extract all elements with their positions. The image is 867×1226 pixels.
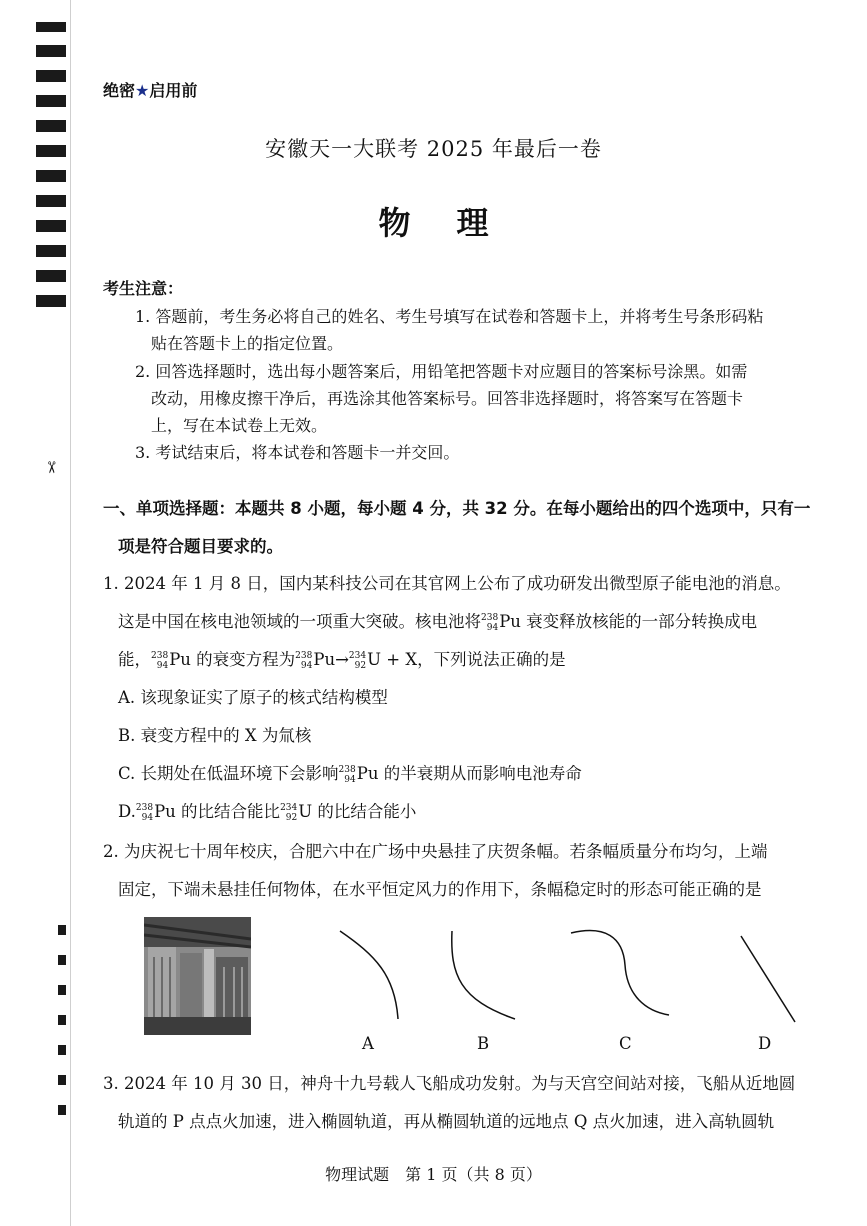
nuclide-u: 234 92 [280, 802, 298, 823]
binding-mark [36, 120, 66, 132]
binding-mark [36, 45, 66, 57]
banner-shape-d [735, 930, 805, 1030]
binding-mark [36, 245, 66, 257]
nuclide-pu: 238 94 [481, 612, 499, 633]
binding-mark [58, 1105, 66, 1115]
q3-stem-line: 轨道的 P 点点火加速，进入椭圆轨道，再从椭圆轨道的远地点 Q 点火加速，进入高轨圆轨 [118, 1112, 775, 1131]
notice-line: 1. 答题前，考生务必将自己的姓名、考生号填写在试卷和答题卡上，并将考生号条形码粘 [135, 307, 764, 326]
notice-heading: 考生注意： [103, 279, 184, 298]
binding-mark [36, 70, 66, 82]
q1-option-d-text: D. [118, 802, 136, 821]
option-label-c: C [619, 1034, 632, 1053]
q1-stem-line [118, 608, 757, 633]
banner-shape-c [565, 925, 675, 1025]
q1-text: 能， [118, 650, 151, 669]
q1-option-d-text: Pu 的比结合能比 [154, 802, 281, 821]
q3-stem-line: 3. 2024 年 10 月 30 日，神舟十九号载人飞船成功发射。为与天宫空间站对接，飞船从近地圆 [103, 1074, 796, 1093]
binding-mark [58, 985, 66, 995]
binding-mark [36, 95, 66, 107]
binding-mark [58, 1045, 66, 1055]
banner-shape-a [330, 925, 410, 1025]
nuclide-pu: 238 94 [295, 650, 313, 671]
binding-line [70, 0, 71, 1226]
section-heading-cont: 项是符合题目要求的。 [118, 537, 283, 556]
q2-stem-line: 2. 为庆祝七十周年校庆，合肥六中在广场中央悬挂了庆贺条幅。若条幅质量分布均匀，上端 [103, 842, 768, 861]
q1-text: Pu→ [313, 650, 349, 669]
option-label-d: D [758, 1034, 772, 1053]
confidential-suffix: 启用前 [149, 81, 198, 100]
banner-photo [144, 917, 251, 1035]
q1-text: 这是中国在核电池领域的一项重大突破。核电池将 [118, 612, 481, 631]
q1-option-c [118, 760, 582, 785]
notice-line: 贴在答题卡上的指定位置。 [151, 334, 344, 353]
q1-text: Pu 衰变释放核能的一部分转换成电 [499, 612, 758, 631]
confidential-prefix: 绝密 [103, 81, 136, 100]
subject-title: 物理 [378, 204, 535, 242]
nuclide-u: 234 92 [348, 650, 367, 671]
confidential-label [103, 78, 197, 101]
binding-mark [58, 1015, 66, 1025]
notice-line: 改动，用橡皮擦干净后，再选涂其他答案标号。回答非选择题时，将答案写在答题卡 [151, 389, 744, 408]
q1-text: Pu 的衰变方程为 [169, 650, 296, 669]
nuclide-pu: 238 94 [151, 650, 169, 671]
binding-mark [58, 955, 66, 965]
option-label-a: A [362, 1034, 374, 1053]
binding-mark [58, 925, 66, 935]
binding-mark [36, 270, 66, 282]
banner-shape-b [440, 925, 525, 1025]
scissors-icon: ✂ [42, 460, 62, 475]
binding-mark [36, 22, 66, 32]
option-label-b: B [477, 1034, 490, 1053]
star-icon: ★ [135, 81, 150, 100]
q1-option-c-text: C. 长期处在低温环境下会影响 [118, 764, 339, 783]
notice-line: 3. 考试结束后，将本试卷和答题卡一并交回。 [135, 443, 460, 462]
binding-mark [36, 170, 66, 182]
q1-stem-line: 1. 2024 年 1 月 8 日，国内某科技公司在其官网上公布了成功研发出微型原子能电池的消息。 [103, 574, 791, 593]
q1-text: U + X，下列说法正确的是 [367, 650, 566, 669]
binding-mark [36, 295, 66, 307]
q1-stem-line [118, 646, 566, 671]
exam-title: 安徽天一大联考 2025 年最后一卷 [265, 137, 602, 161]
q1-option-b: B. 衰变方程中的 X 为氚核 [118, 726, 312, 745]
q2-stem-line: 固定，下端未悬挂任何物体，在水平恒定风力的作用下，条幅稳定时的形态可能正确的是 [118, 880, 762, 899]
nuclide-pu: 238 94 [135, 802, 154, 823]
notice-line: 2. 回答选择题时，选出每小题答案后，用铅笔把答题卡对应题目的答案标号涂黑。如需 [135, 362, 748, 381]
page-footer: 物理试题 第 1 页（共 8 页） [325, 1165, 542, 1184]
notice-line: 上，写在本试卷上无效。 [151, 416, 328, 435]
binding-mark [58, 1075, 66, 1085]
nuclide-pu: 238 94 [338, 764, 356, 785]
q1-option-a: A. 该现象证实了原子的核式结构模型 [118, 688, 388, 707]
q1-option-d-text: U 的比结合能小 [298, 802, 417, 821]
section-heading: 一、单项选择题：本题共 8 小题，每小题 4 分，共 32 分。在每小题给出的四个选项中，只有一 [103, 499, 811, 518]
q1-option-c-text: Pu 的半衰期从而影响电池寿命 [356, 764, 582, 783]
q1-option-d [118, 798, 416, 823]
